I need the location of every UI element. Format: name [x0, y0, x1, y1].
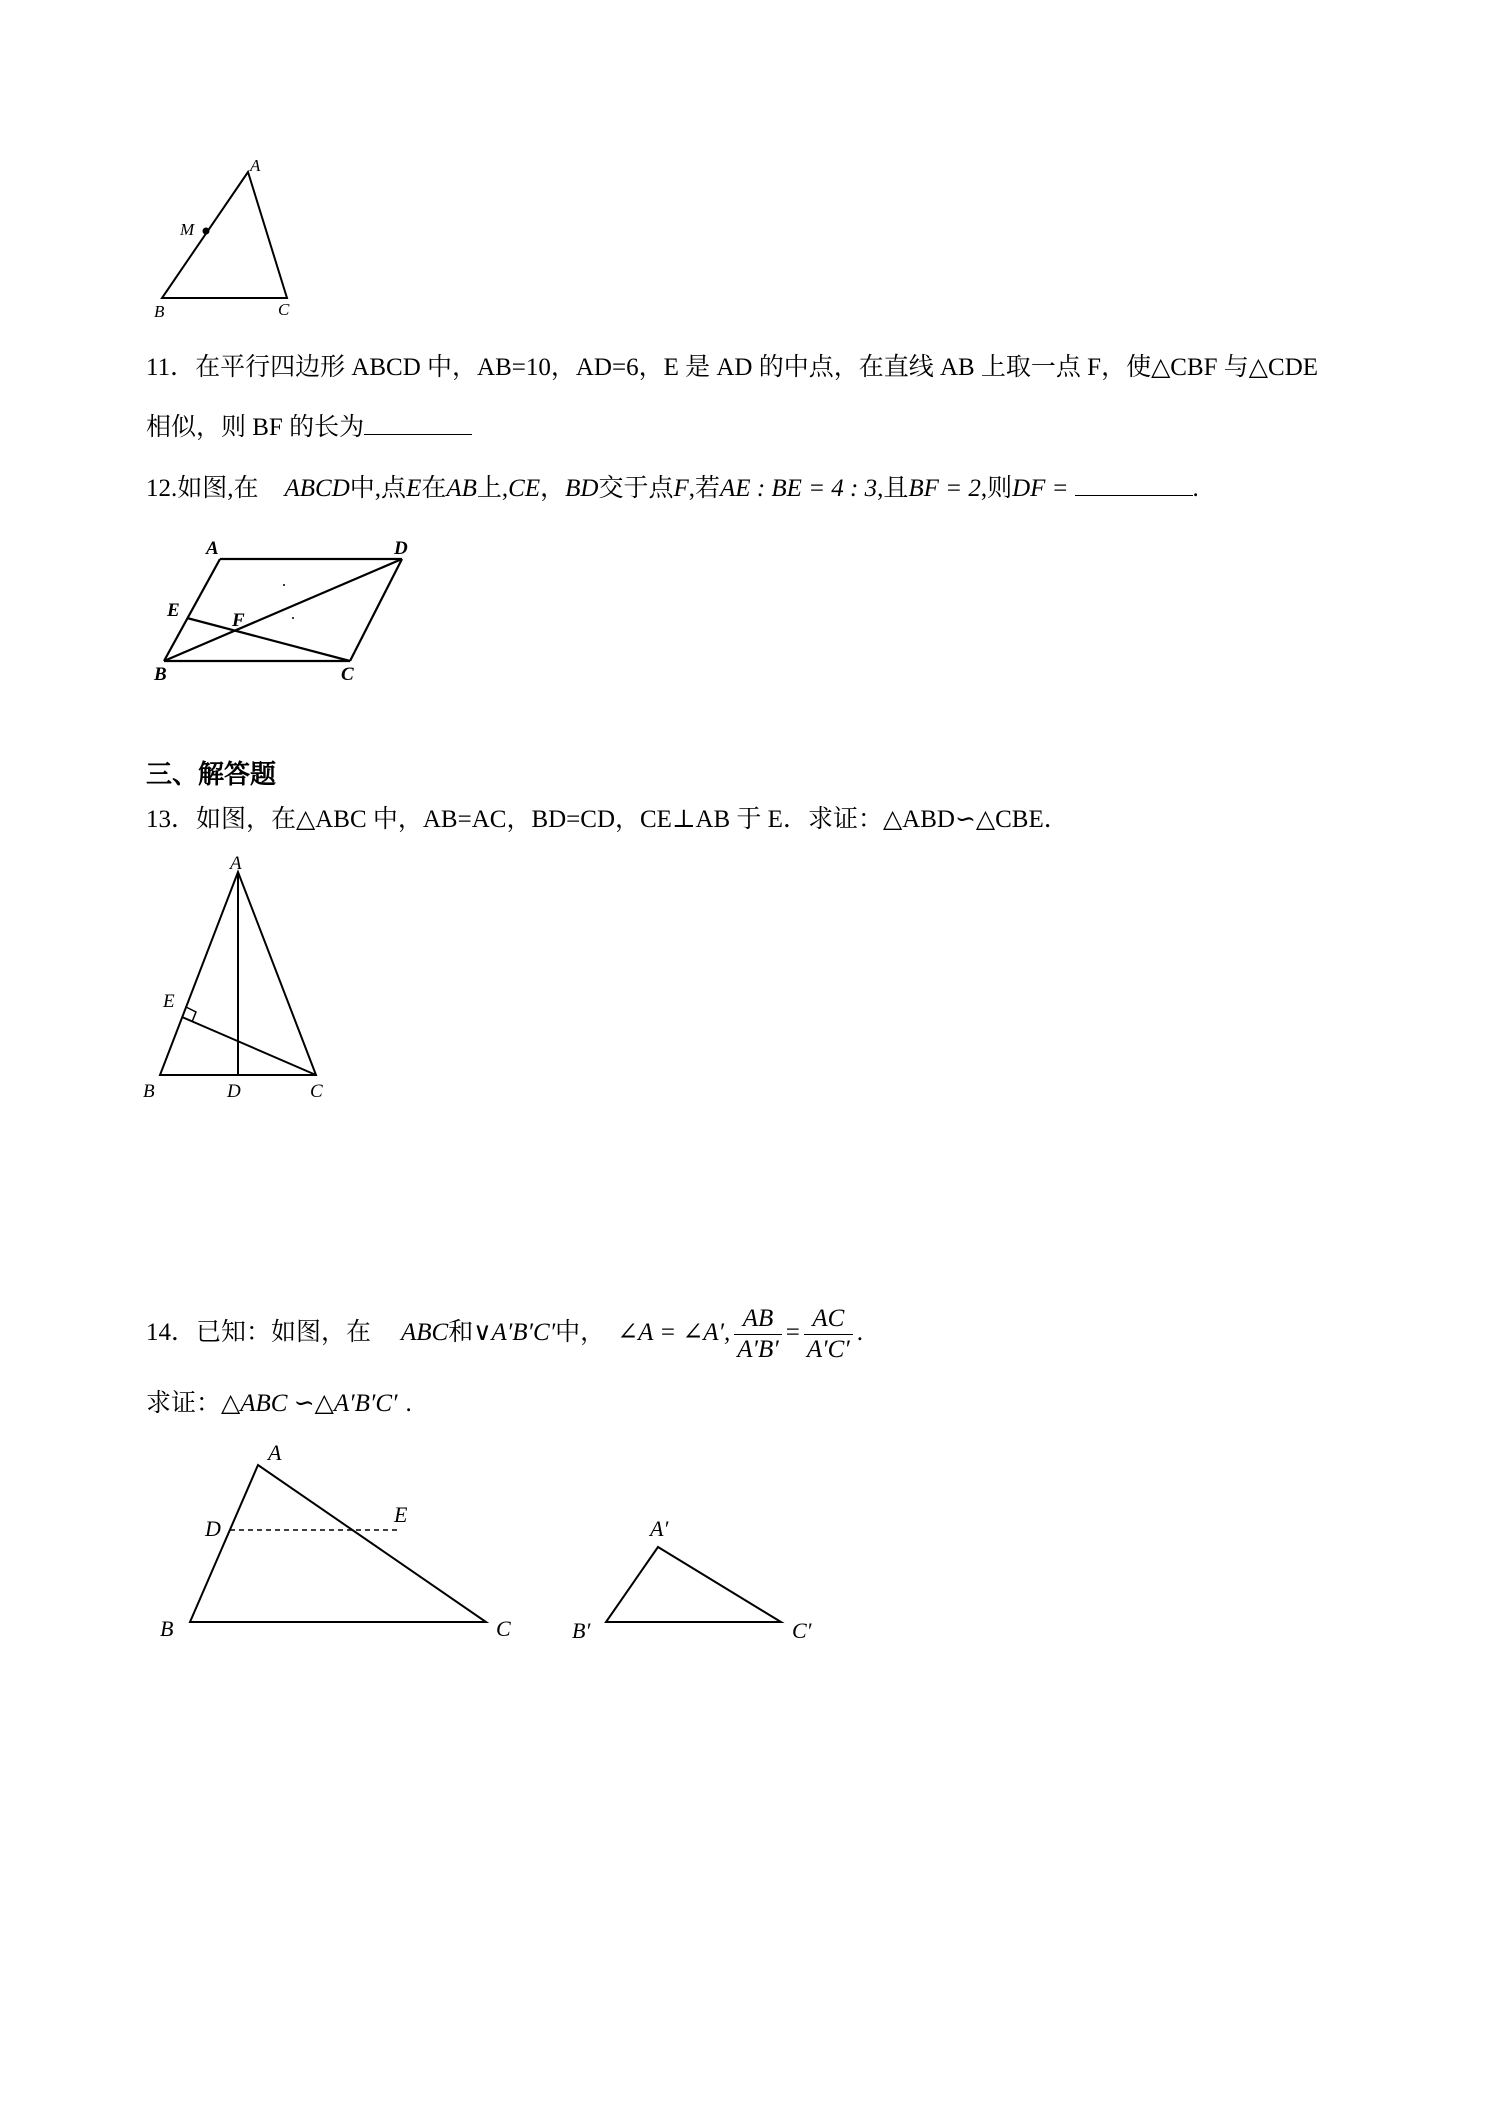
question-14	[146, 1298, 863, 1368]
figure-parallelogram	[140, 530, 430, 690]
q12-ab: AB	[446, 475, 477, 502]
q14-t2: 和∨	[448, 1319, 492, 1346]
label-b: B	[160, 1616, 174, 1641]
segment-cd	[350, 559, 402, 661]
label-f: F	[232, 610, 245, 631]
question-11-line-1: 11．在平行四边形 ABCD 中，AB=10，AD=6，E 是 AD 的中点，在直线 AB 上取一点 F，使△CBF 与△CDE	[146, 354, 1319, 381]
label-a: A	[206, 538, 219, 559]
label-d: D	[227, 1081, 241, 1102]
fraction-numerator: AC	[804, 1304, 853, 1335]
label-c: C	[310, 1081, 323, 1102]
label-b-prime: B′	[572, 1618, 591, 1643]
figure-isosceles-triangle	[135, 855, 345, 1105]
triangle-abc	[190, 1465, 486, 1622]
q12-bf: BF = 2	[908, 475, 981, 502]
q14b-t1: 求证：	[146, 1390, 222, 1417]
label-c: C	[278, 300, 290, 319]
label-c: C	[496, 1616, 511, 1641]
q12-f: F	[673, 475, 689, 502]
label-b: B	[154, 302, 165, 320]
answer-blank-11[interactable]	[364, 408, 472, 435]
question-13: 13．如图，在△ABC 中，AB=AC，BD=CD，CE⊥AB 于 E．求证：△ABD∽△CBE．	[146, 806, 1069, 833]
dot-artifact	[283, 584, 285, 586]
q12-end: .	[1192, 475, 1199, 502]
q12-ratio: AE : BE = 4 : 3	[720, 475, 878, 502]
question-11-line-2	[146, 408, 472, 446]
label-c-prime: C′	[792, 1618, 812, 1643]
triangle-a1b1c1	[606, 1547, 781, 1622]
q12-t1: 如图,在	[177, 475, 259, 502]
label-e: E	[167, 600, 180, 621]
q12-t2: 中,点	[349, 475, 407, 502]
label-b: B	[143, 1081, 155, 1102]
label-a: A	[268, 1440, 282, 1465]
fraction-ab-over-a1b1	[734, 1304, 781, 1365]
label-a: A	[250, 156, 261, 175]
q12-t5: ，	[540, 475, 566, 502]
label-d: D	[394, 538, 408, 559]
q14-abc2: A′B′C′	[491, 1319, 556, 1346]
q12-df: DF =	[1012, 475, 1069, 502]
section-heading: 三、解答题	[146, 760, 277, 790]
q12-t6: 交于点	[598, 475, 674, 502]
dot-artifact	[292, 617, 294, 619]
q12-t4: 上,	[476, 475, 509, 502]
q14-angle: ∠A = ∠A′,	[617, 1319, 731, 1346]
label-a: A	[230, 855, 242, 874]
fraction-denominator: A′C′	[806, 1335, 850, 1363]
question-12	[146, 469, 1199, 507]
q14b-expr: △ABC ∽△A′B′C′	[221, 1390, 398, 1417]
q12-e: E	[406, 475, 422, 502]
question-14-prove	[146, 1386, 412, 1422]
q14-t3: 中，	[555, 1319, 606, 1346]
q12-t7: ,若	[688, 475, 721, 502]
q12-ce: CE	[508, 475, 541, 502]
q14-t1: 14．已知：如图，在	[146, 1319, 372, 1346]
q12-t9: ,则	[980, 475, 1013, 502]
label-b: B	[154, 664, 167, 685]
figure-triangle-abc-de	[150, 1440, 530, 1650]
q14-end: .	[856, 1319, 863, 1346]
answer-blank-12[interactable]	[1075, 469, 1193, 496]
fraction-ac-over-a1c1	[804, 1304, 853, 1365]
q14-abc: ABC	[401, 1319, 449, 1346]
label-m: M	[180, 220, 195, 239]
q14-eq: =	[785, 1319, 800, 1346]
label-c: C	[341, 664, 354, 685]
label-e: E	[163, 991, 175, 1012]
question-11-text: 相似，则 BF 的长为	[146, 414, 365, 441]
q12-num: 12.	[146, 475, 178, 502]
label-e: E	[394, 1502, 408, 1527]
q14b-end: .	[405, 1390, 412, 1417]
label-a-prime: A′	[650, 1516, 669, 1541]
figure-triangle-abcm	[140, 150, 310, 320]
fraction-numerator: AB	[734, 1304, 781, 1335]
q12-abcd: ABCD	[284, 475, 350, 502]
segment-bd	[164, 559, 402, 661]
point-m	[203, 228, 210, 235]
label-d: D	[205, 1516, 221, 1541]
q12-t8: ,且	[877, 475, 909, 502]
fraction-denominator: A′B′	[737, 1335, 779, 1363]
q12-t3: 在	[421, 475, 447, 502]
q12-bd: BD	[565, 475, 599, 502]
segment-ce	[182, 1017, 316, 1075]
figure-triangle-a1b1c1	[570, 1500, 830, 1650]
